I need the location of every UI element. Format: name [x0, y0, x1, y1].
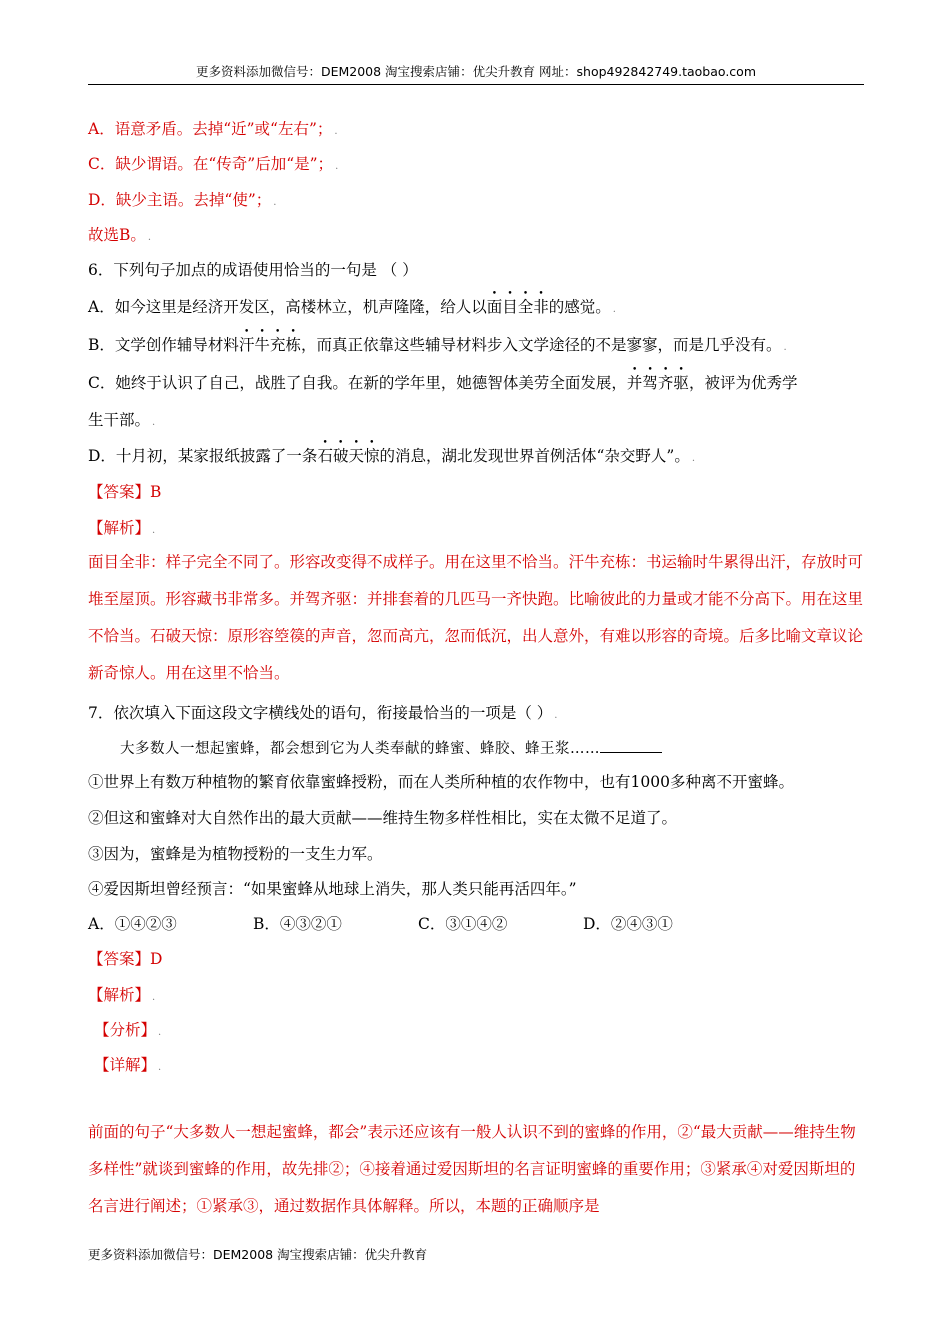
q7-stem: 7．依次填入下面这段文字横线处的语句，衔接最恰当的一项是（ ） . [88, 704, 558, 722]
q7-xiangjie-label: 【详解】 . [94, 1056, 162, 1074]
q6-option-c: C．她终于认识了自己，战胜了自我。在新的学年里，她德智体美劳全面发展，并驾齐驱，被评为优秀学 [88, 374, 798, 392]
q6-option-d: D．十月初，某家报纸披露了一条石破天惊的消息，湖北发现世界首例活体“杂交野人”。 . [88, 447, 696, 465]
q7-option-c: C．③①④② [418, 915, 508, 933]
q6-analysis-text: 面目全非：样子完全不同了。形容改变得不成样子。用在这里不恰当。汗牛充栋：书运输时牛累得出汗，存放时可堆至屋顶。形容藏书非常多。并驾齐驱：并排套着的几匹马一齐快跑。比喻彼此的力量或才能不分高下。用在这里不恰当。石破天惊：原形容箜篌的声音，忽而高亢，忽而低沉，出人意外，有难以形容的奇境。后多比喻文章议论新奇惊人。用在这里不恰当。 [88, 553, 864, 682]
fill-blank [600, 738, 662, 753]
q6-stem: 6．下列句子加点的成语使用恰当的一句是 （ ） [88, 261, 418, 279]
q7-analysis-label: 【解析】 . [88, 986, 156, 1004]
q6-analysis-label: 【解析】 . [88, 519, 156, 537]
q7-sentence-2: ②但这和蜜蜂对大自然作出的最大贡献——维持生物多样性相比，实在太微不足道了。 [88, 809, 678, 827]
q6-option-a: A．如今这里是经济开发区，高楼林立，机声隆隆，给人以面目全非的感觉。 . [88, 298, 616, 316]
q7-passage: 大多数人一想起蜜蜂，都会想到它为人类奉献的蜂蜜、蜂胶、蜂王浆…… [120, 738, 662, 760]
prev-conclusion: 故选B。 . [88, 226, 152, 244]
page-footer: 更多资料添加微信号：DEM2008 淘宝搜索店铺：优尖升教育 [88, 1247, 428, 1262]
q7-sentence-1: ①世界上有数万种植物的繁育依靠蜜蜂授粉，而在人类所种植的农作物中，也有1000多种离不开蜜蜂。 [88, 773, 794, 791]
q6-option-c-cont: 生干部。 . [88, 411, 156, 429]
q7-options [88, 913, 673, 935]
page-header: 更多资料添加微信号：DEM2008 淘宝搜索店铺：优尖升教育 网址：shop492842749.taobao.com [88, 62, 864, 85]
q7-fenxi-label: 【分析】 . [94, 1021, 162, 1039]
q7-explanation: 前面的句子“大多数人一想起蜜蜂，都会”表示还应该有一般人认识不到的蜜蜂的作用，②“最大贡献——维持生物多样性”就谈到蜜蜂的作用，故先排②；④接着通过爱因斯坦的名言证明蜜蜂的重要作用；③紧承④对爱因斯坦的名言进行阐述；①紧承③，通过数据作具体解释。所以，本题的正确顺序是 [88, 1123, 856, 1215]
q7-option-a: A．①④②③ [88, 915, 177, 933]
prev-explanation-d: D．缺少主语。去掉“使”； . [88, 191, 277, 209]
q7-sentence-4: ④爱因斯坦曾经预言：“如果蜜蜂从地球上消失，那人类只能再活四年。” [88, 880, 577, 898]
q6-answer: 【答案】B [88, 483, 162, 501]
q7-sentence-3: ③因为，蜜蜂是为植物授粉的一支生力军。 [88, 845, 383, 863]
prev-explanation-a: A．语意矛盾。去掉“近”或“左右”； . [88, 120, 338, 138]
prev-explanation-c: C．缺少谓语。在“传奇”后加“是”； . [88, 155, 339, 173]
q6-option-b: B．文学创作辅导材料汗牛充栋，而真正依靠这些辅导材料步入文学途径的不是寥寥，而是几乎没有。 . [88, 336, 787, 354]
q7-option-d: D．②④③① [583, 915, 673, 933]
q7-option-b: B．④③②① [253, 915, 342, 933]
q7-answer: 【答案】D [88, 950, 163, 968]
